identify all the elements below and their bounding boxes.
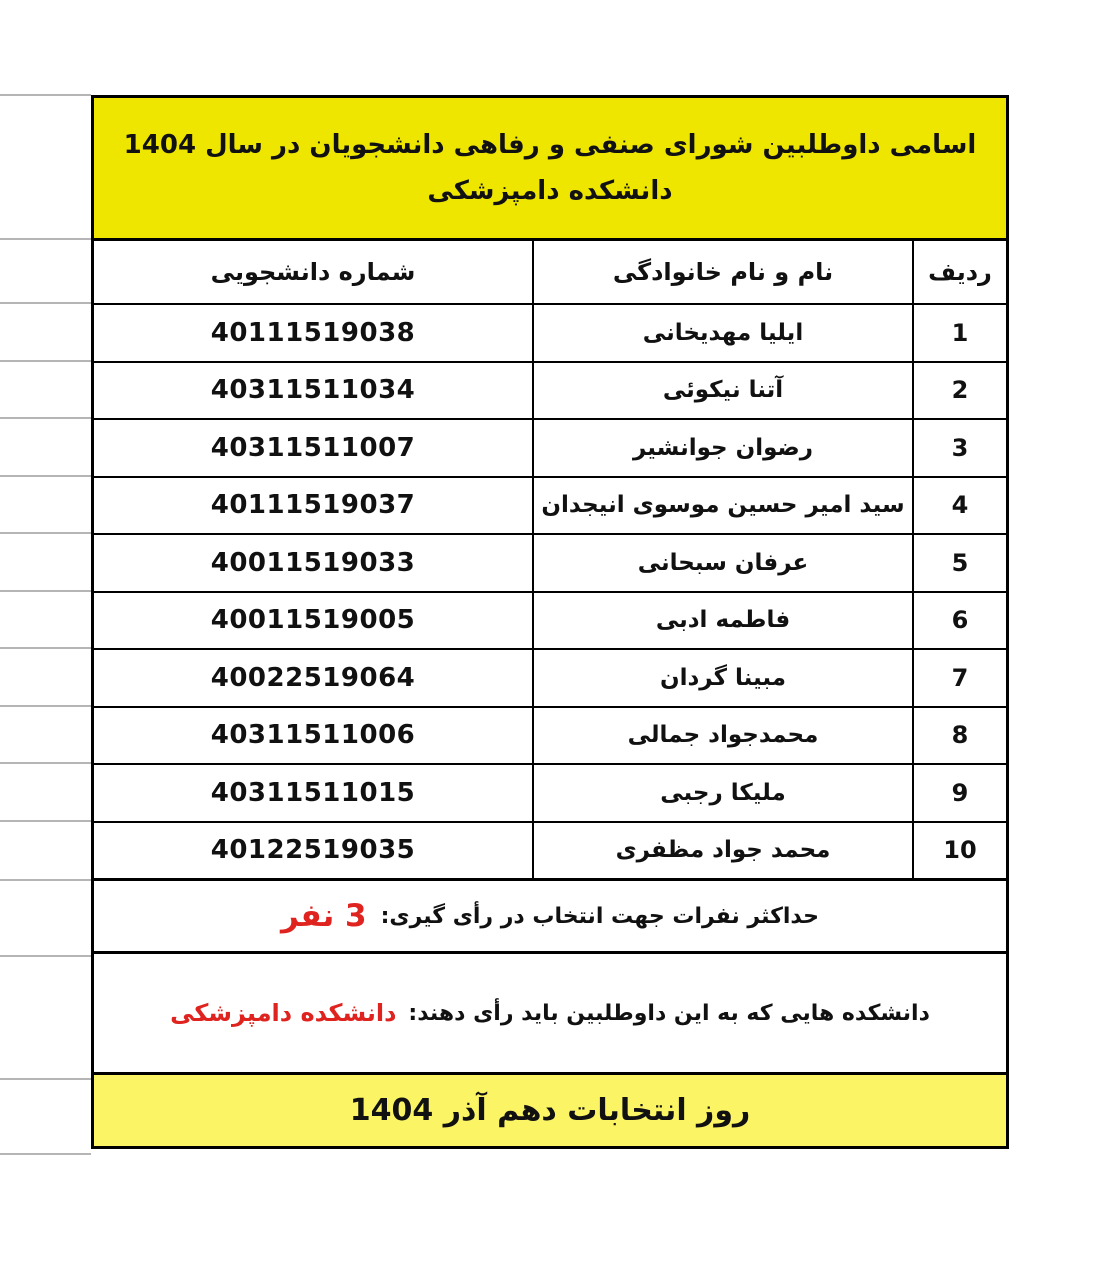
table-row [94,593,1006,651]
table-row [94,478,1006,536]
margin-gridline [0,238,91,240]
student-id: 40311511034 [210,375,416,406]
student-id: 40011519033 [210,547,416,578]
election-day-banner [91,1072,1009,1149]
max-voters-section [91,878,1009,954]
table-row [94,765,1006,823]
table-row [94,420,1006,478]
student-id: 40022519064 [210,662,416,693]
candidate-name: محمدجواد جمالی [532,708,914,764]
row-number: 5 [951,548,969,577]
table-row [94,363,1006,421]
margin-gridline [0,475,91,477]
candidates-table [91,238,1009,881]
row-number: 10 [943,836,977,865]
student-id: 40111519037 [210,490,416,521]
student-id: 40311511007 [210,432,416,463]
margin-gridline [0,532,91,534]
row-number: 6 [951,606,969,635]
student-id: 40011519005 [210,605,416,636]
candidate-name: مبینا گردان [532,650,914,706]
student-id: 40311511015 [210,777,416,808]
margin-gridline [0,302,91,304]
candidate-name: ملیکا رجبی [532,765,914,821]
student-id: 40311511006 [210,720,416,751]
eligible-faculties-value: دانشکده دامپزشکی [170,999,397,1027]
row-number: 9 [951,778,969,807]
margin-gridline [0,360,91,362]
candidate-name: ایلیا مهدیخانی [532,305,914,361]
margin-gridline [0,820,91,822]
table-row [94,650,1006,708]
margin-gridline [0,417,91,419]
student-id: 40122519035 [210,835,416,866]
row-number: 3 [951,433,969,462]
table-row [94,823,1006,879]
row-number: 1 [951,318,969,347]
row-number: 4 [951,491,969,520]
margin-gridline [0,1153,91,1155]
margin-gridline [0,94,91,96]
margin-gridline [0,762,91,764]
table-row [94,708,1006,766]
student-id: 40111519038 [210,317,416,348]
column-header-row-number: ردیف [928,258,992,286]
max-voters-label: حداکثر نفرات جهت انتخاب در رأی گیری: [380,903,819,929]
candidate-name: رضوان جوانشیر [532,420,914,476]
margin-gridline [0,879,91,881]
eligible-faculties-label: دانشکده هایی که به این داوطلبین باید رأی دهند: [408,1000,930,1026]
candidate-name: محمد جواد مظفری [532,823,914,879]
column-header-name: نام و نام خانوادگی [532,241,914,303]
row-number: 8 [951,721,969,750]
table-row [94,535,1006,593]
candidate-name: آتنا نیکوئی [532,363,914,419]
candidates-sheet [91,95,1009,1149]
eligible-faculties-section [91,951,1009,1075]
candidate-name: سید امیر حسین موسوی انیجدان [532,478,914,534]
title-line-1: اسامی داوطلبین شورای صنفی و رفاهی دانشجویان در سال 1404 [123,130,977,160]
election-day-text: روز انتخابات دهم آذر 1404 [349,1093,751,1128]
margin-gridline [0,647,91,649]
table-row [94,305,1006,363]
column-header-student-id: شماره دانشجویی [210,258,416,286]
margin-gridline [0,705,91,707]
max-voters-value: 3 نفر [281,898,367,934]
row-number: 7 [951,663,969,692]
margin-gridline [0,590,91,592]
candidate-name: عرفان سبحانی [532,535,914,591]
margin-gridline [0,1078,91,1080]
row-number: 2 [951,376,969,405]
title-line-2: دانشکده دامپزشکی [427,176,673,206]
candidate-name: فاطمه ادبی [532,593,914,649]
page-title [91,95,1009,241]
table-header-row [94,241,1006,305]
margin-gridline [0,955,91,957]
